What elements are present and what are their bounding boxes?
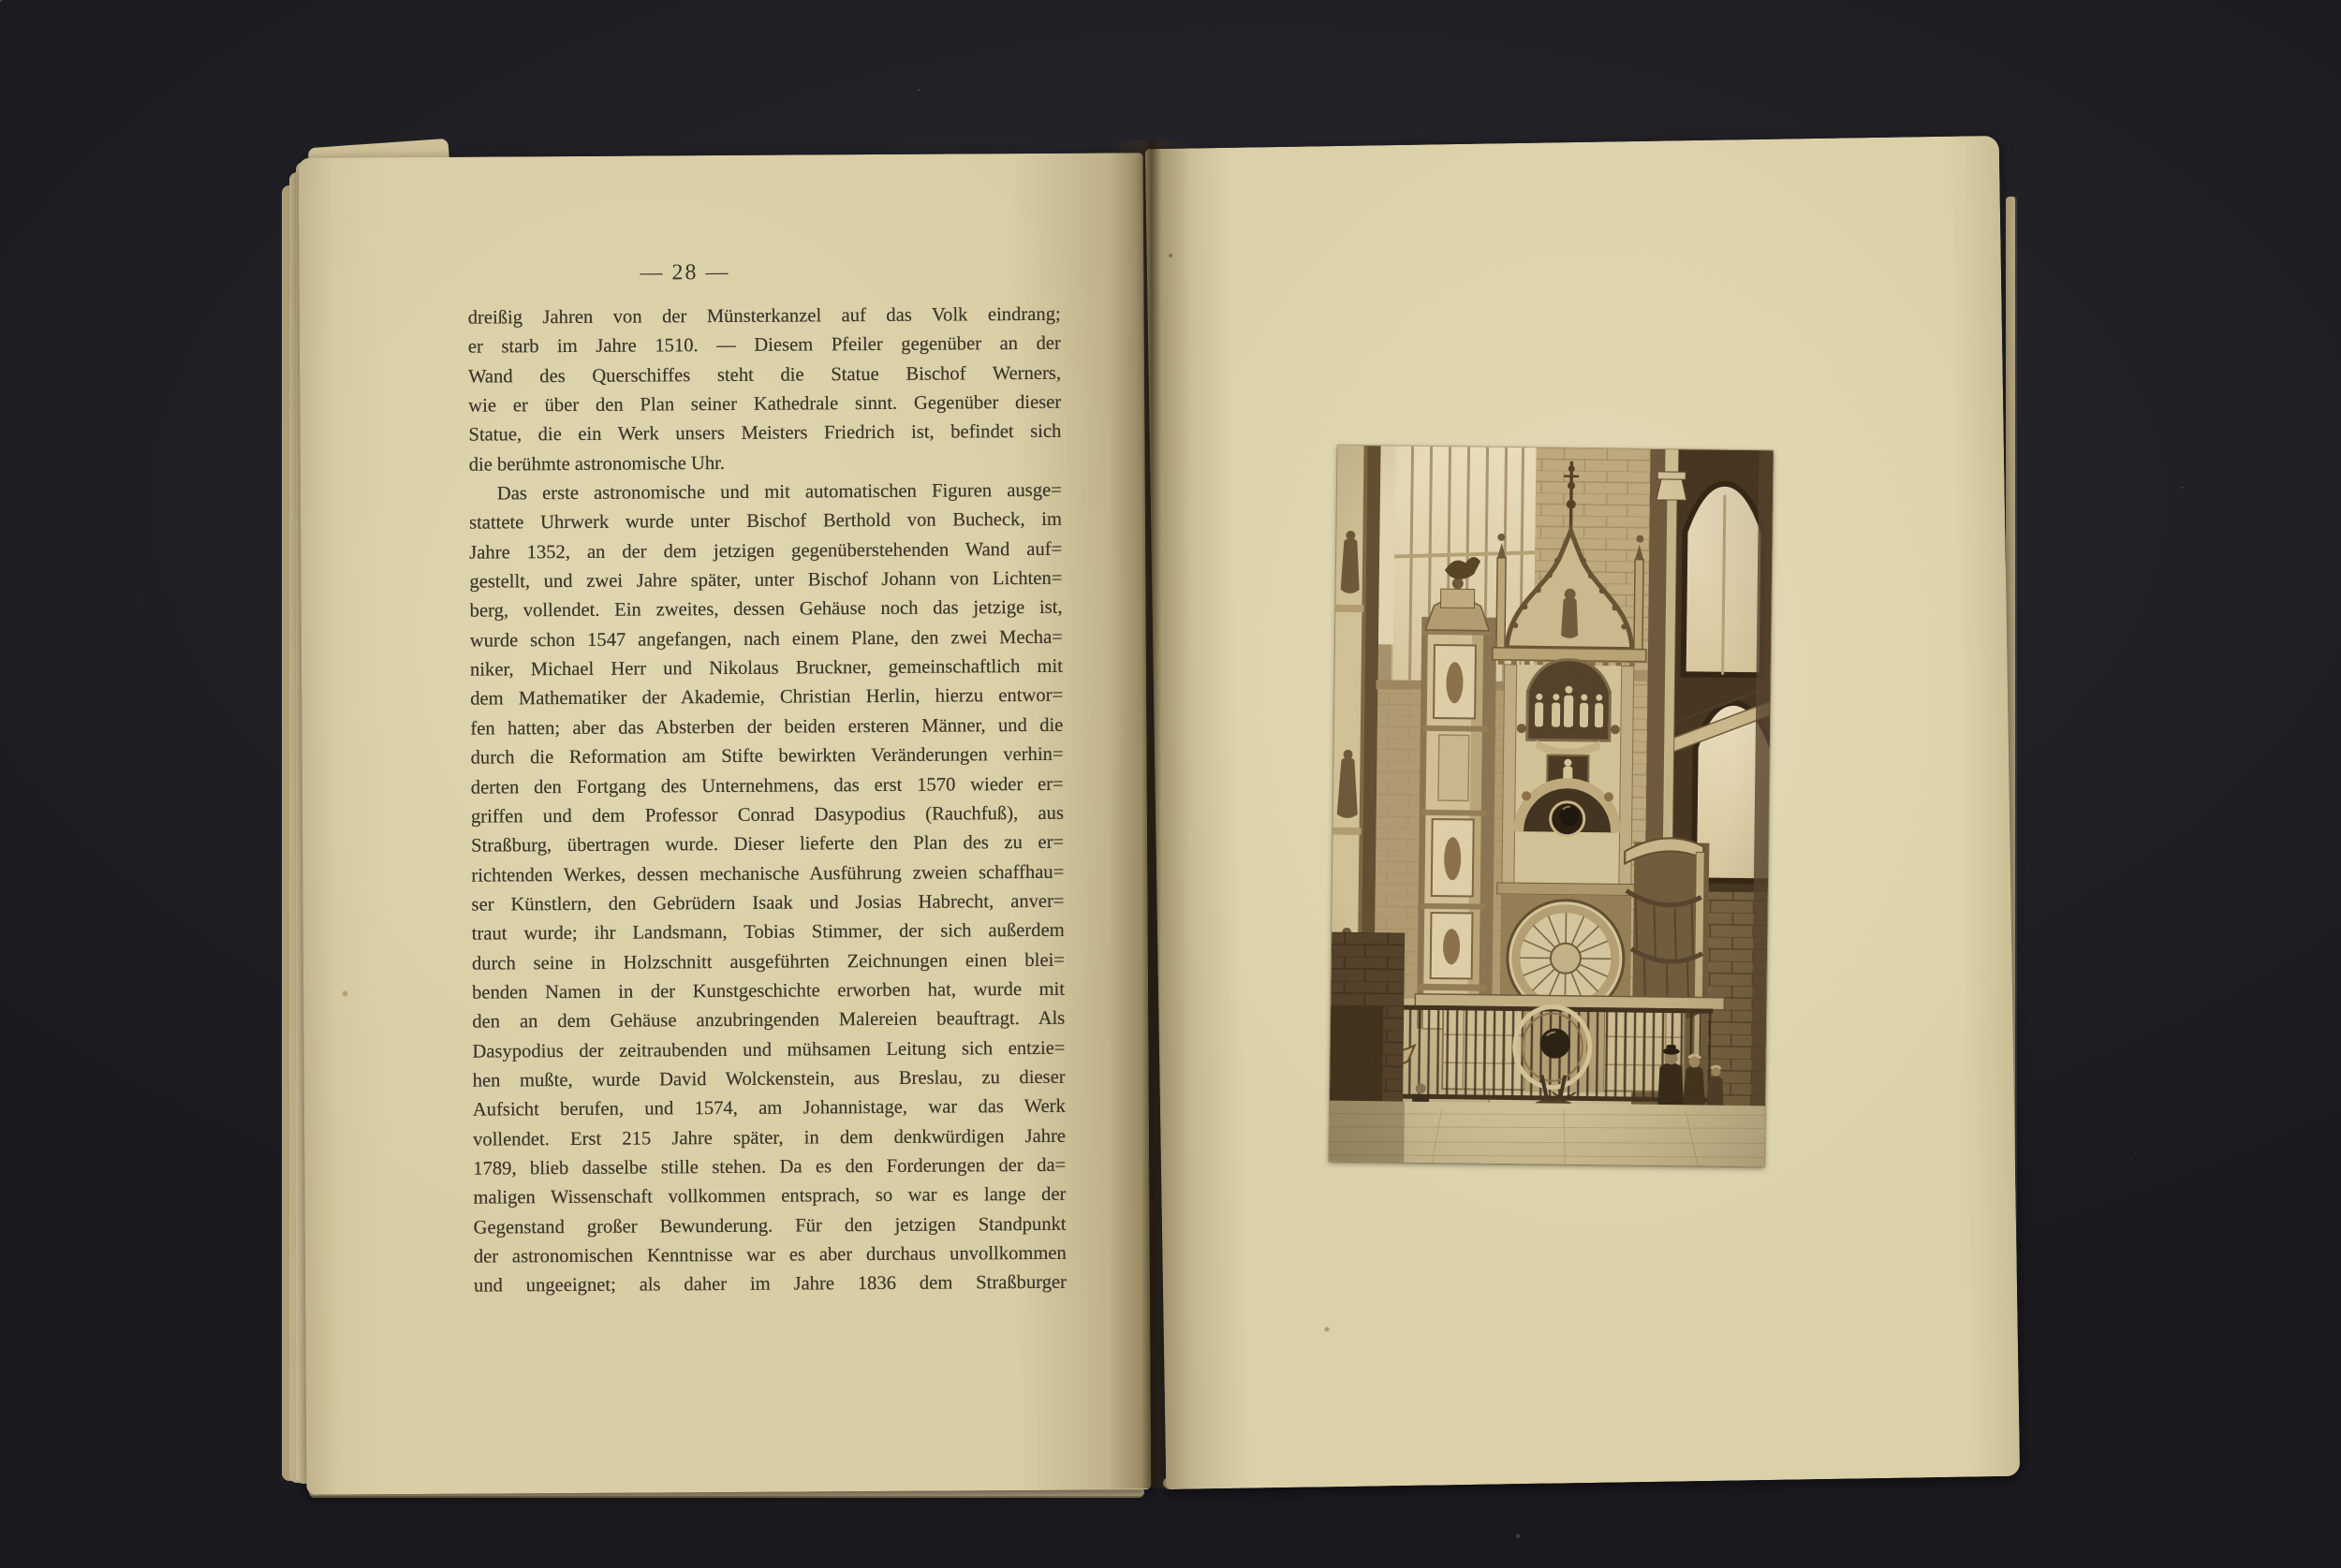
text-line: traut wurde; ihr Landsmann, Tobias Stimmer, der sich außerdem	[471, 920, 1065, 945]
text-line: er starb im Jahre 1510. — Diesem Pfeiler gegenüber an der	[467, 333, 1061, 359]
text-line: griffen und dem Professor Conrad Dasypodius (Rauchfuß), aus	[470, 802, 1065, 828]
text-line: Wand des Querschiffes steht die Statue Bischof Werners,	[468, 362, 1062, 388]
text-line: derten den Fortgang des Unternehmens, das erst 1570 wieder er=	[470, 773, 1064, 799]
text-line: den an dem Gehäuse anzubringenden Malereien beauftragt. Als	[472, 1008, 1066, 1033]
text-line: berg, vollendet. Ein zweites, dessen Gehäuse noch das jetzige ist,	[469, 597, 1063, 623]
text-line: ser Künstlern, den Gebrüdern Isaak und Josias Habrecht, anver=	[471, 890, 1065, 916]
paper-stain	[1169, 254, 1172, 257]
body-text	[468, 300, 1067, 1302]
text-line: die berühmte astronomische Uhr.	[468, 452, 726, 476]
text-line: dem Mathematiker der Akademie, Christian Herlin, hierzu entwor=	[470, 685, 1064, 711]
paragraph	[469, 476, 1067, 1301]
clock-photograph-art	[1329, 446, 1773, 1167]
text-line: durch die Reformation am Stifte bewirkten Veränderungen verhin=	[470, 743, 1064, 769]
photo-grain	[1329, 446, 1773, 1167]
text-line: Jahre 1352, an der dem jetzigen gegenüberstehenden Wand auf=	[469, 538, 1063, 564]
text-line: gestellt, und zwei Jahre später, unter Bischof Johann von Lichten=	[469, 567, 1063, 593]
paragraph	[468, 300, 1062, 480]
text-line: dreißig Jahren von der Münsterkanzel auf das Volk eindrang;	[467, 303, 1061, 329]
dust-speckles	[0, 0, 2, 2]
text-line: vollendet. Erst 215 Jahre später, in dem denkwürdigen Jahre	[472, 1125, 1067, 1150]
text-line: und ungeeignet; als daher im Jahre 1836 dem Straßburger	[473, 1272, 1067, 1297]
text-line: niker, Michael Herr und Nikolaus Bruckner, gemeinschaftlich mit	[469, 655, 1064, 681]
text-line: Das erste astronomische und mit automatischen Figuren ausge=	[496, 479, 1062, 505]
left-page	[299, 153, 1152, 1494]
page-number: — 28 —	[640, 259, 730, 286]
text-line: Straßburg, übertragen wurde. Dieser lieferte den Plan des zu er=	[471, 831, 1065, 857]
paper-stain	[1324, 1326, 1330, 1332]
text-line: fen hatten; aber das Absterben der beiden ersteren Männer, und die	[470, 714, 1064, 740]
text-line: Gegenstand großer Bewunderung. Für den jetzigen Standpunkt	[473, 1213, 1067, 1238]
paper-stain	[342, 990, 348, 997]
text-line: hen mußte, wurde David Wolckenstein, aus Breslau, zu dieser	[472, 1066, 1066, 1092]
text-line: Aufsicht berufen, und 1574, am Johannistage, war das Werk	[472, 1096, 1066, 1121]
text-line: Dasypodius der zeitraubenden und mühsamen Leitung sich entzie=	[472, 1037, 1066, 1062]
text-line: benden Namen in der Kunstgeschichte erworben hat, wurde mit	[472, 978, 1066, 1004]
text-line: maligen Wissenschaft vollkommen entsprach, so war es lange der	[473, 1184, 1067, 1209]
text-line: Statue, die ein Werk unsers Meisters Friedrich ist, befindet sich	[468, 421, 1062, 447]
text-line: stattete Uhrwerk wurde unter Bischof Berthold von Bucheck, im	[468, 509, 1063, 535]
text-line: richtenden Werkes, dessen mechanische Ausführung zweien schaffhau=	[471, 861, 1065, 887]
text-line: wurde schon 1547 angefangen, nach einem Plane, den zwei Mecha=	[469, 626, 1063, 652]
text-line: wie er über den Plan seiner Kathedrale sinnt. Gegenüber dieser	[468, 391, 1062, 417]
right-page	[1145, 136, 2020, 1489]
text-line: durch seine in Holzschnitt ausgeführten Zeichnungen einen blei=	[471, 949, 1065, 975]
text-line: der astronomischen Kenntnisse war es aber durchaus unvollkommen	[473, 1242, 1067, 1268]
text-line: 1789, blieb dasselbe stille stehen. Da es den Forderungen der da=	[473, 1154, 1067, 1180]
clock-photograph	[1329, 446, 1773, 1167]
